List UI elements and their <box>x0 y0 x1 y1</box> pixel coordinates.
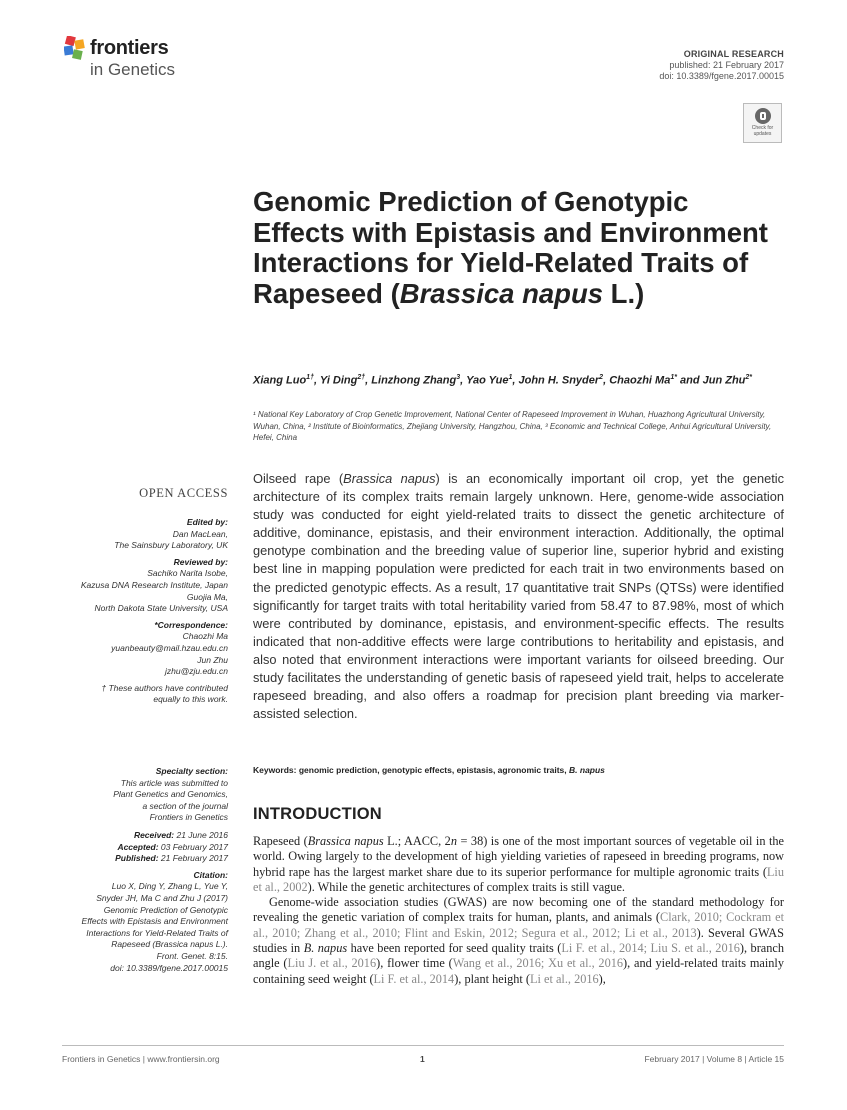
affiliations: ¹ National Key Laboratory of Crop Genetic Improvement, National Center of Rapeseed Improvement in Wuhan, Huazhong Agricultural University, Wuhan, China, ² Institute of Bioinformatics, Zhejiang University, Hangzhou, China, ³ Economic and Technical College, Anhui Agricultural University, Hefei, China <box>253 410 772 442</box>
section-heading-introduction: INTRODUCTION <box>253 805 382 823</box>
citation-link[interactable]: Liu J. et al., 2016 <box>287 956 377 971</box>
article-type: ORIGINAL RESEARCH <box>683 49 784 59</box>
email-link[interactable]: yuanbeauty@mail.hzau.edu.cn <box>111 642 228 653</box>
doi-link[interactable]: doi: 10.3389/fgene.2017.00015 <box>659 71 784 81</box>
email-link[interactable]: jzhu@zju.edu.cn <box>165 666 228 677</box>
citation-link[interactable]: Clark, 2010; Cockram et al., 2010; Zhang et al., 2010; Flint and Eskin, 2012; Segura et al., 2012; Li et al., 2013 <box>253 910 784 940</box>
author-affiliation-mark: 1† <box>306 374 314 381</box>
frontiers-logo-icon <box>64 36 86 62</box>
author-affiliation-mark: 1* <box>670 374 677 381</box>
author-affiliation-mark: 1 <box>508 374 513 381</box>
author-name[interactable]: Xiang Luo <box>253 374 307 387</box>
footer-divider <box>62 1045 784 1046</box>
author-name[interactable]: Yi Ding <box>319 374 358 387</box>
citation-link[interactable]: Li F. et al., 2014 <box>373 971 455 986</box>
keywords: Keywords: genomic prediction, genotypic effects, epistasis, agronomic traits, B. napus <box>253 765 605 775</box>
author-affiliation-mark: 2† <box>357 374 366 381</box>
check-label: Check for updates <box>751 125 774 137</box>
article-meta <box>659 49 784 82</box>
logo-wordmark: frontiers <box>90 37 169 59</box>
citation-link[interactable]: Liu et al., 2002 <box>253 864 784 894</box>
doi-link[interactable]: doi: 10.3389/fgene.2017.00015 <box>110 962 228 973</box>
check-for-updates-button[interactable] <box>743 103 782 143</box>
author-name[interactable]: John H. Snyder <box>518 374 600 387</box>
paragraph: Genome-wide association studies (GWAS) are now becoming one of the standard methodology for revealing the genetic variation of complex traits for human, plants, and animals (Clark, 2010; Cockram et al., 2010; Zhang et al., 2010; Flint and Eskin, 2012; Segura et al., 2012; Li et al., 2013). Several GWAS studies in B. napus have been reported for seed quality traits (Li F. et al., 2014; Liu S. et al., 2016), branch angle (Liu J. et al., 2016), flower time (Wang et al., 2016; Xu et al., 2016), and yield-related traits mainly containing seed weight (Li F. et al., 2014), plant height (Li et al., 2016), <box>253 895 785 986</box>
bookmark-icon <box>755 108 771 124</box>
citation-link[interactable]: Wang et al., 2016; Xu et al., 2016 <box>452 956 624 971</box>
author-name[interactable]: Linzhong Zhang <box>371 374 457 387</box>
editorial-info: Edited by: Dan MacLean, The Sainsbury Laboratory, UK Reviewed by: Sachiko Narita Isobe, Kazusa DNA Research Institute, Japan Guojia Ma, North Dakota State University, USA *Correspondence: Chaozhi Ma yuanbeauty@mail.hzau.edu.cn Jun Zhu jzhu@zju.edu.cn † These authors have contributed equally to this work. <box>40 517 228 706</box>
author-name[interactable]: Chaozhi Ma <box>609 374 671 387</box>
page-number: 1 <box>420 1054 425 1064</box>
publication-info: Specialty section: This article was submitted to Plant Genetics and Genomics, a section of the journal Frontiers in Genetics Received: 21 June 2016 Accepted: 03 February 2017 Published: 21 February 2017 Citation: Luo X, Ding Y, Zhang L, Yue Y, Snyder JH, Ma C and Zhu J (2017) Genomic Prediction of Genotypic Effects with Epistasis and Environment Interactions for Yield-Related Traits of Rapeseed (Brassica napus L.). Front. Genet. 8:15. doi: 10.3389/fgene.2017.00015 <box>40 766 228 974</box>
author-name[interactable]: Jun Zhu <box>702 374 746 387</box>
author-affiliation-mark: 3 <box>456 374 461 381</box>
footer-volume-info: February 2017 | Volume 8 | Article 15 <box>644 1054 784 1064</box>
abstract: Oilseed rape (Brassica napus) is an economically important oil crop, yet the genetic architecture of its complex traits remain largely unknown. Here, genome-wide association study was conducted for eight yield-related traits to dissect the genetic architecture of additive, dominance, epistasis, and their environment interaction. Additionally, the optimal genotype combination and the breeding value of superior line, superior hybrid and existing best line in mapping population were predicted for each trait in two environments based on the predicted genotypic effects. As a result, 17 quantitative trait SNPs (QTSs) were identified significantly for target traits with total heritability varied from 58.47 to 87.98%, most of which were contributed by dominance, epistasis, and environment-specific effects. The results indicated that non-additive effects were large contributions to heritability and epistasis, and also noted that environment interactions were important variants for oilseed breeding. Our study facilitates the understanding of genetic basis of rapeseed yield trait, helps to accelerate rapeseed breading, and also offers a roadmap for precision plant breeding via marker-assisted selection. <box>253 471 784 722</box>
citation-link[interactable]: Li et al., 2016 <box>530 971 599 986</box>
journal-name: in Genetics <box>90 60 176 79</box>
paragraph: Rapeseed (Brassica napus L.; AACC, 2n = 38) is one of the most important sources of vegetable oil in the world. Owing largely to the development of high yielding varieties of rapeseed in breeding programs, now hybrid rape has the largest market share due to its superior performance for multiple agronomic traits (Liu et al., 2002). While the genetic architectures of complex traits is still vague. <box>253 834 785 894</box>
author-list: Xiang Luo$^{1\dagger}$, Yi Ding$^{2\dagger}$, Linzhong Zhang$^3$, Yao Yue$^1$, John H. Snyder$^2$, Chaozhi $Ma^{1*}$ and Jun Zhu$^{2*}$ <box>253 374 753 387</box>
author-affiliation-mark: 2* <box>745 374 753 381</box>
citation-link[interactable]: Li F. et al., 2014; Liu S. et al., 2016 <box>561 941 740 956</box>
introduction-body <box>253 834 784 987</box>
footer-journal-link[interactable]: Frontiers in Genetics | www.frontiersin.org <box>62 1054 220 1064</box>
article-title: Genomic Prediction of Genotypic Effects with Epistasis and Environment Interactions for Yield-Related Traits of Rapeseed (Brassica napus L.) <box>253 186 768 309</box>
published-date: published: 21 February 2017 <box>669 60 784 70</box>
open-access-label: OPEN ACCESS <box>139 486 228 500</box>
title-species: Brassica napus <box>399 277 604 309</box>
author-affiliation-mark: 2 <box>599 374 604 381</box>
author-name[interactable]: Yao Yue <box>466 374 509 387</box>
